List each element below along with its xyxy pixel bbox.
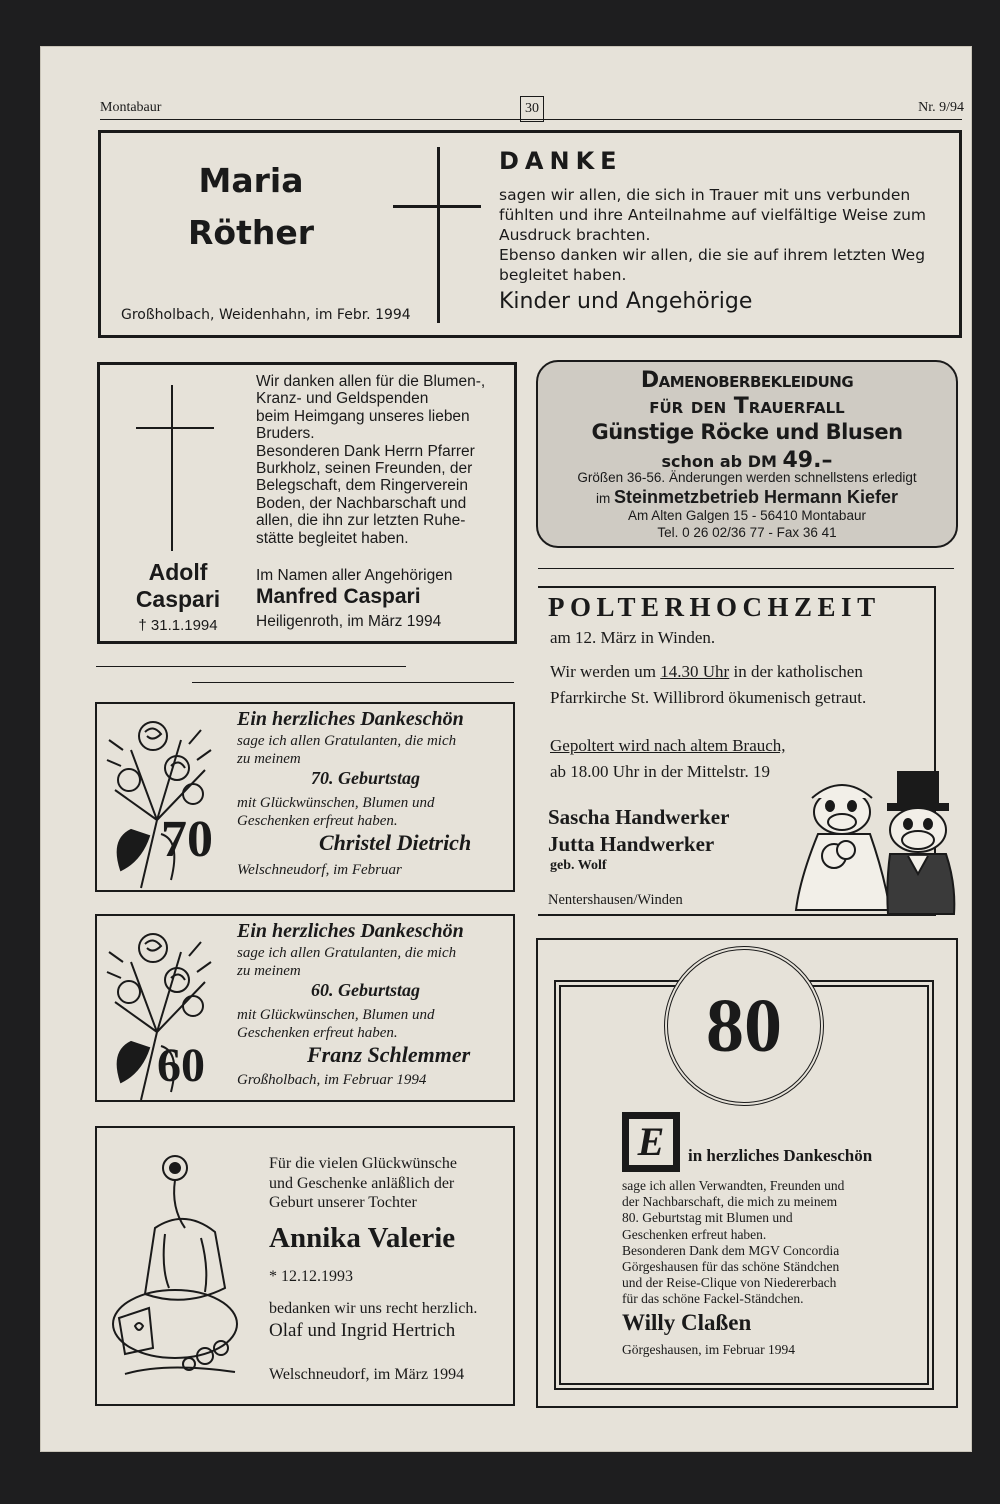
wedding-couple-icon xyxy=(790,768,962,918)
thanks-text xyxy=(269,1154,457,1213)
church-line xyxy=(550,662,863,682)
text-line: Burkholz, seinen Freunden, der xyxy=(256,460,473,478)
thanks-heading: Ein herzliches Dankeschön xyxy=(237,920,464,942)
header-location: Montabaur xyxy=(100,100,162,115)
header-rule xyxy=(100,119,962,120)
signer-name: Manfred Caspari xyxy=(256,585,421,608)
company-name: Steinmetzbetrieb Hermann Kiefer xyxy=(613,487,899,507)
text-line: Für die vielen Glückwünsche xyxy=(269,1155,457,1172)
text-line: Besonderen Dank Herrn Pfarrer xyxy=(256,442,475,460)
text-line: Geburt unserer Tochter xyxy=(269,1194,417,1211)
text-line: und Geschenke anläßlich der xyxy=(269,1174,455,1192)
danke-heading: DANKE xyxy=(499,147,623,175)
text-line: stätte begleitet haben. xyxy=(256,529,409,547)
text-line: Ausdruck brachten. xyxy=(499,226,651,244)
place-date: Großholbach, Weidenhahn, im Febr. 1994 xyxy=(121,307,411,323)
text-part: Wir werden um xyxy=(550,662,661,681)
place-date: Heiligenroth, im März 1994 xyxy=(256,613,442,630)
text-line: Kranz- und Geldspenden xyxy=(256,390,429,408)
text-line: beim Heimgang unseres lieben xyxy=(256,407,470,425)
ad-dietrich xyxy=(95,702,515,892)
ad-caspari xyxy=(97,362,517,644)
company-line xyxy=(538,487,956,508)
cross-icon xyxy=(437,147,440,323)
place-date: Görgeshausen, im Februar 1994 xyxy=(622,1342,795,1357)
issue-number: Nr. 9/94 xyxy=(918,100,964,115)
parents: Olaf und Ingrid Hertrich xyxy=(269,1320,456,1341)
death-date: † 31.1.1994 xyxy=(138,617,218,634)
cross-bar xyxy=(136,427,214,429)
deceased-name xyxy=(141,155,361,259)
thanks-line: bedanken wir uns recht herzlich. xyxy=(269,1300,478,1317)
signer-name: Christel Dietrich xyxy=(319,830,472,855)
text-line: zu meinem xyxy=(237,751,301,767)
baby-name: Annika Valerie xyxy=(269,1222,456,1254)
text-line: Ebenso danken wir allen, die sie auf ihrem letzten Weg xyxy=(499,246,926,264)
place: Nentershausen/Winden xyxy=(548,892,683,908)
thanks-heading: in herzliches Dankeschön xyxy=(688,1146,873,1165)
divider xyxy=(96,666,406,667)
birthday: 60. Geburtstag xyxy=(311,980,421,1000)
name-line: Röther xyxy=(187,213,314,252)
polter-line: ab 18.00 Uhr in der Mittelstr. 19 xyxy=(550,762,771,781)
time: 14.30 Uhr xyxy=(660,662,730,681)
cradle-icon xyxy=(105,1148,255,1388)
address: Am Alten Galgen 15 - 56410 Montabaur xyxy=(628,508,866,523)
text-line: Besonderen Dank dem MGV Concordia xyxy=(622,1242,840,1258)
divider xyxy=(192,682,514,683)
signature: Kinder und Angehörige xyxy=(499,289,753,314)
deceased-name xyxy=(108,559,248,613)
name-line: Adolf xyxy=(148,559,208,585)
text-line: begleitet haben. xyxy=(499,266,627,284)
nee: geb. Wolf xyxy=(550,858,607,873)
text-line: der Nachbarschaft, die mich zu meinem xyxy=(622,1194,838,1210)
text-line: sage ich allen Gratulanten, die mich xyxy=(237,945,457,961)
place-date: Welschneudorf, im März 1994 xyxy=(269,1366,465,1383)
page-number: 30 xyxy=(520,96,544,122)
text-line: sage ich allen Gratulanten, die mich xyxy=(237,733,457,749)
ad-line: für den Trauerfall xyxy=(649,394,845,419)
text-line: Wir danken allen für die Blumen-, xyxy=(256,373,486,390)
text-line: Geschenken erfreut haben. xyxy=(622,1226,767,1242)
name-line: Sascha Handwerker xyxy=(548,805,730,829)
birthday: 70. Geburtstag xyxy=(311,768,421,788)
ad-line: Damenoberbekleidung xyxy=(640,368,854,393)
text-part: in der katholischen xyxy=(729,662,863,681)
thanks-text xyxy=(237,794,434,830)
cross-bar xyxy=(393,205,481,208)
text-line: mit Glückwünschen, Blumen und xyxy=(237,1007,435,1023)
place-date: Welschneudorf, im Februar xyxy=(237,862,402,878)
couple-names xyxy=(548,804,729,858)
age-number: 70 xyxy=(161,811,213,868)
thanks-text xyxy=(256,373,485,547)
text-line: sage ich allen Verwandten, Freunden und xyxy=(622,1178,845,1193)
sizes-line: Größen 36-56. Änderungen werden schnellstens erledigt xyxy=(577,470,917,485)
text-line: Belegschaft, dem Ringerverein xyxy=(256,477,468,495)
age-number: 80 xyxy=(706,984,782,1068)
text-line: sagen wir allen, die sich in Trauer mit uns verbunden xyxy=(499,186,911,204)
thanks-text xyxy=(237,732,456,768)
birth-date: * 12.12.1993 xyxy=(269,1268,353,1285)
text-line: allen, die ihn zur letzten Ruhe- xyxy=(256,512,466,530)
price: 49.– xyxy=(782,448,833,473)
number-circle xyxy=(664,946,824,1106)
text-line: 80. Geburtstag mit Blumen und xyxy=(622,1210,793,1226)
signer-name: Franz Schlemmer xyxy=(307,1042,471,1067)
age-number: 60 xyxy=(157,1039,205,1092)
initial-box xyxy=(622,1112,680,1172)
cross-icon xyxy=(171,385,173,551)
event-title: POLTERHOCHZEIT xyxy=(548,592,881,622)
text-line: Geschenken erfreut haben. xyxy=(237,1025,398,1041)
thanks-text xyxy=(499,185,926,285)
signer-name: Willy Claßen xyxy=(622,1310,752,1335)
price-prefix: schon ab DM xyxy=(661,452,777,471)
phone: Tel. 0 26 02/36 77 - Fax 36 41 xyxy=(657,525,837,540)
polter-line: Gepoltert wird nach altem Brauch, xyxy=(550,736,786,755)
newspaper-page xyxy=(40,46,972,1452)
ad-roether xyxy=(98,130,962,338)
company-prefix: im xyxy=(595,491,611,506)
church-line: Pfarrkirche St. Willibrord ökumenisch getraut. xyxy=(550,688,867,707)
text-line: Boden, der Nachbarschaft und xyxy=(256,494,467,512)
text-line: mit Glückwünschen, Blumen und xyxy=(237,795,435,811)
ad-kiefer xyxy=(536,360,958,548)
thanks-text xyxy=(237,944,456,980)
thanks-heading: Ein herzliches Dankeschön xyxy=(237,708,464,730)
date-line: am 12. März in Winden. xyxy=(550,628,716,647)
text-line: fühlten und ihre Anteilnahme auf vielfältige Weise zum xyxy=(499,206,927,224)
ad-line: Günstige Röcke und Blusen xyxy=(591,420,903,444)
divider xyxy=(538,568,954,569)
text-line: Geschenken erfreut haben. xyxy=(237,813,398,829)
ad-hertrich xyxy=(95,1126,515,1406)
thanks-text xyxy=(622,1178,844,1308)
text-line: für das schöne Fackel-Ständchen. xyxy=(622,1291,804,1307)
ad-classen xyxy=(536,938,958,1408)
place-date: Großholbach, im Februar 1994 xyxy=(237,1072,427,1088)
text-line: Görgeshausen für das schöne Ständchen xyxy=(622,1259,840,1275)
text-line: zu meinem xyxy=(237,963,301,979)
initial-letter: E xyxy=(629,1119,673,1165)
thanks-text xyxy=(237,1006,434,1042)
text-line: und der Reise-Clique von Niedererbach xyxy=(622,1275,837,1291)
on-behalf: Im Namen aller Angehörigen xyxy=(256,567,453,584)
name-line: Jutta Handwerker xyxy=(548,832,715,856)
name-line: Caspari xyxy=(135,586,221,612)
name-line: Maria xyxy=(198,161,304,200)
ad-schlemmer xyxy=(95,914,515,1102)
text-line: Bruders. xyxy=(256,425,315,443)
